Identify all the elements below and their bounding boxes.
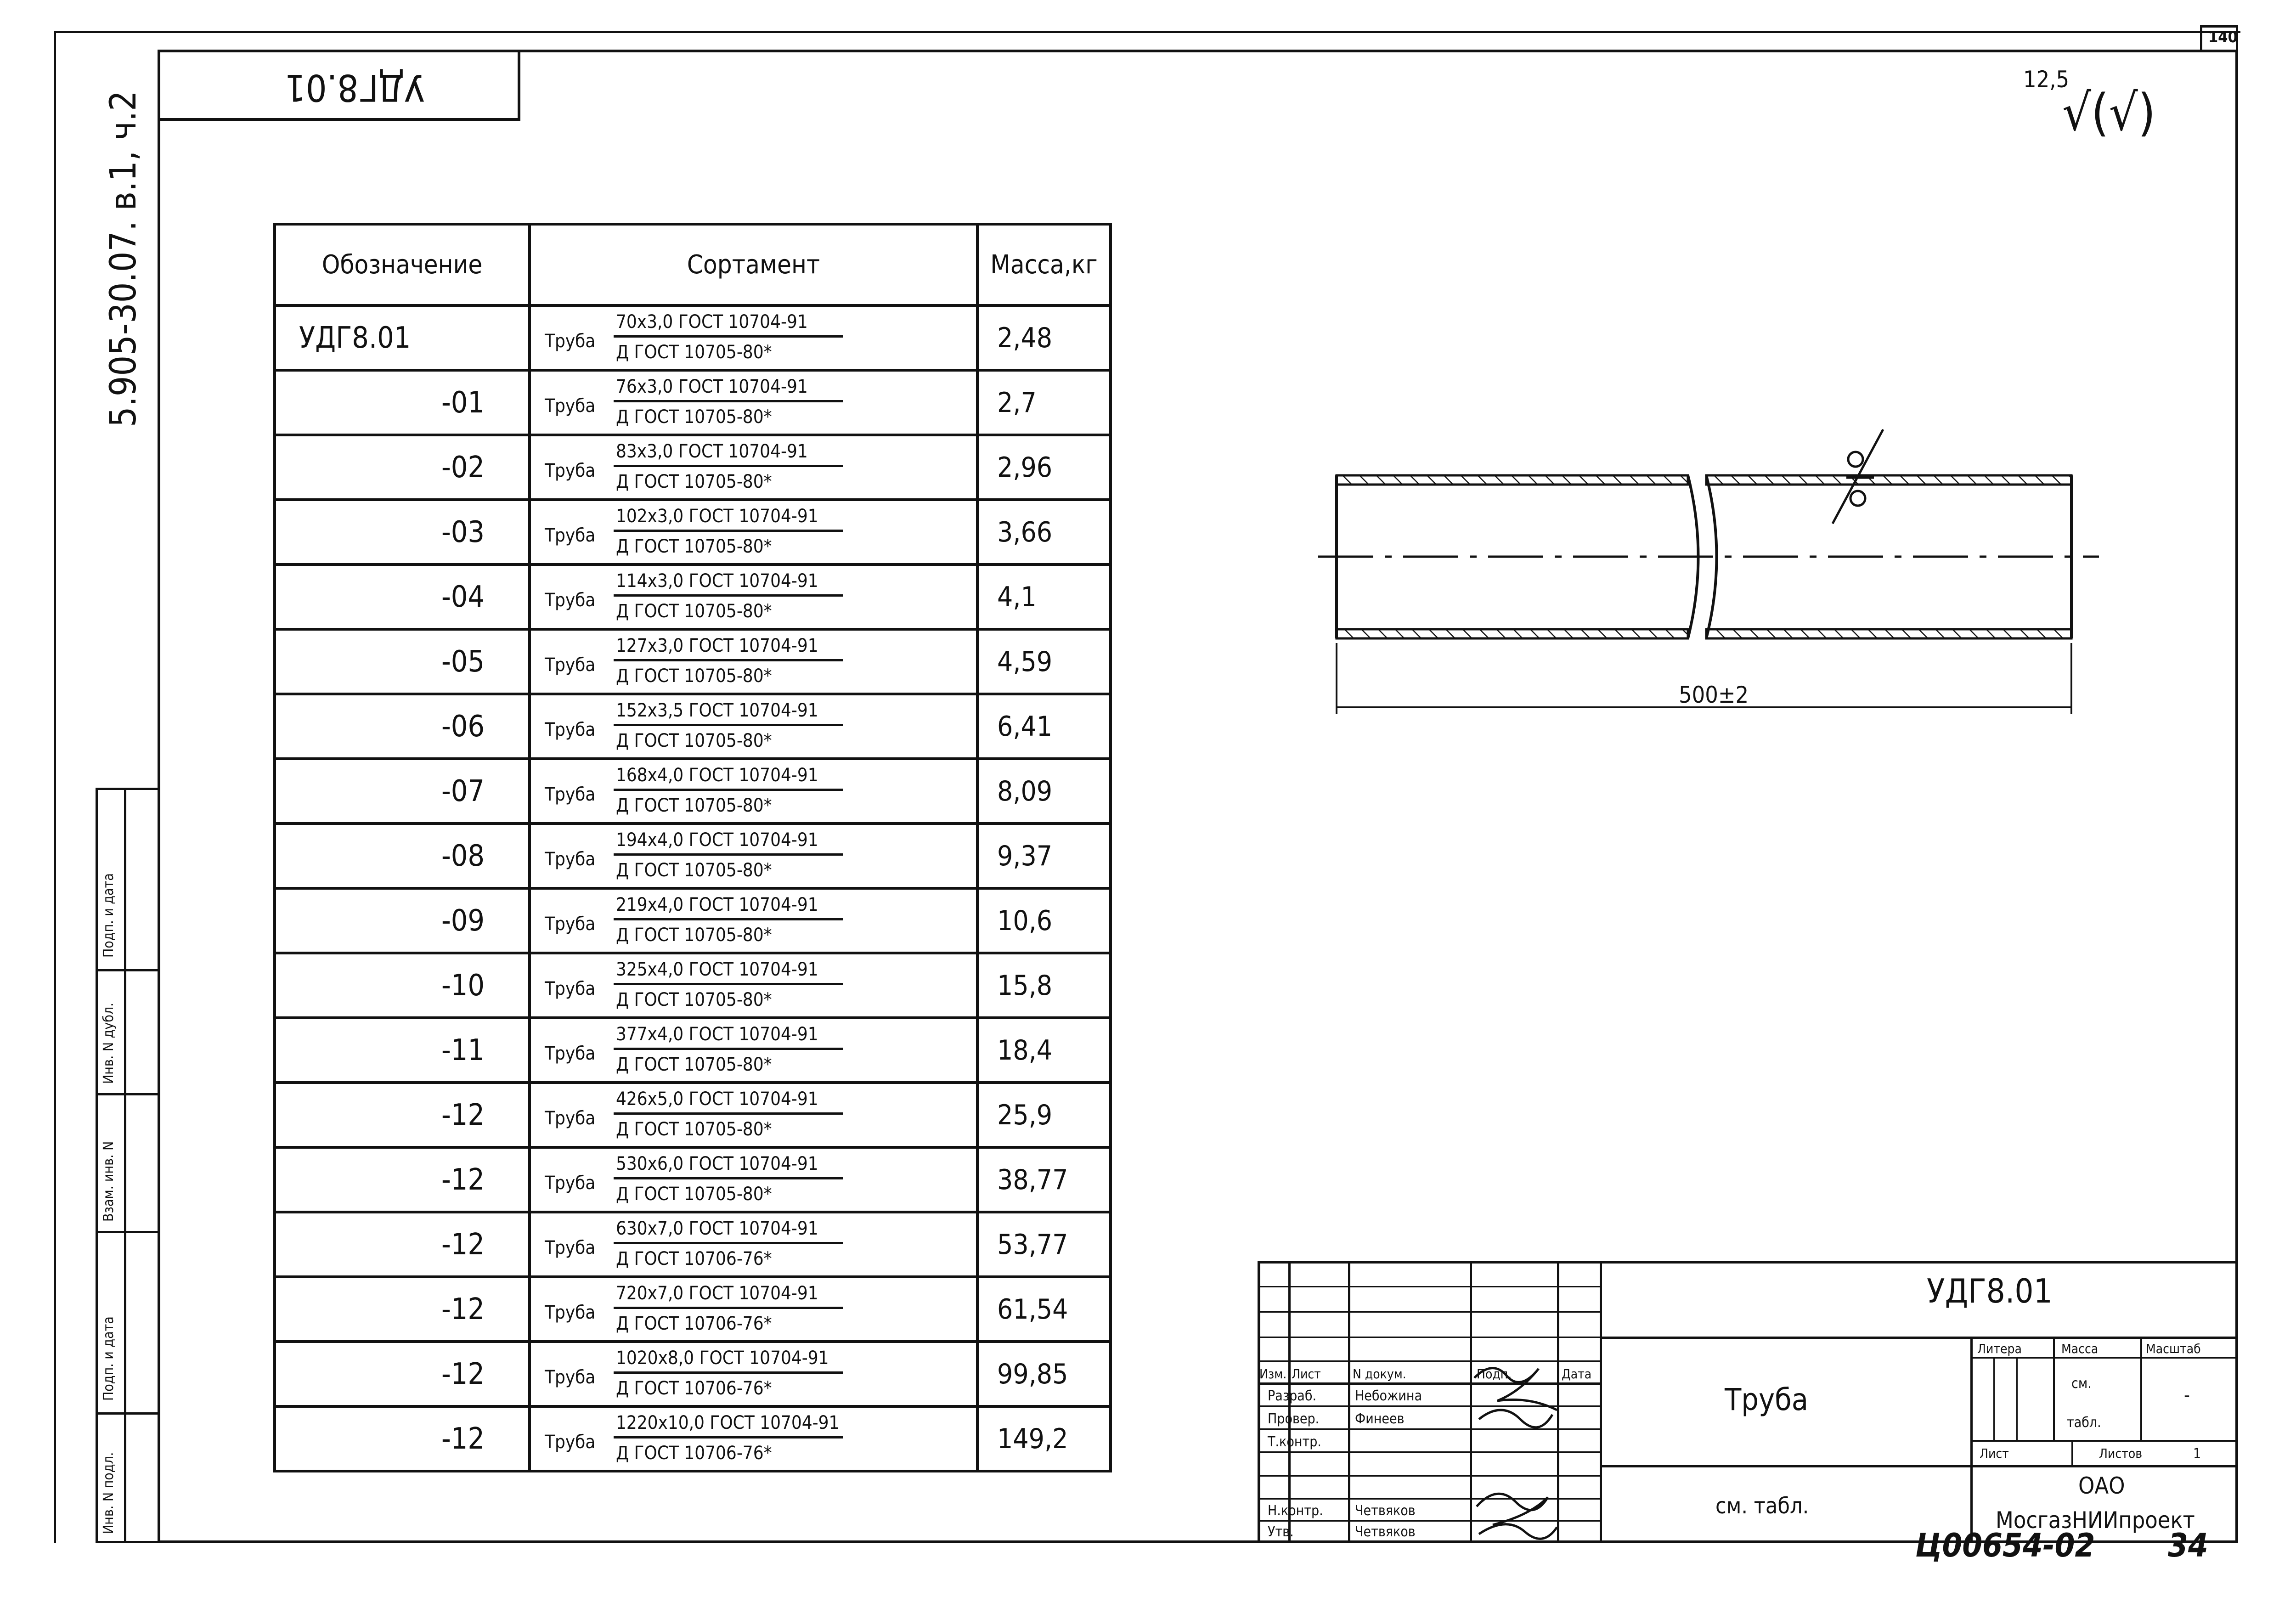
assortment-line-2: Д ГОСТ 10705-80* <box>616 601 772 622</box>
assortment-cell <box>530 1406 977 1471</box>
scale-value: - <box>2184 1385 2190 1406</box>
fraction-rule <box>614 659 843 661</box>
roughness-value: 12,5 <box>2023 66 2070 93</box>
assortment-line-2: Д ГОСТ 10706-76* <box>616 1378 772 1399</box>
pipe-word: Труба <box>545 1432 596 1453</box>
pipe-word: Труба <box>545 1108 596 1129</box>
designation-cell: -06 <box>275 694 530 759</box>
role-tech-control: Т.контр. <box>1268 1434 1321 1450</box>
pipe-word: Труба <box>545 1173 596 1194</box>
assortment-line-2: Д ГОСТ 10705-80* <box>616 1184 772 1205</box>
pipe-word: Труба <box>545 1237 596 1258</box>
assortment-cell <box>530 694 977 759</box>
designation-cell: УДГ8.01 <box>275 305 530 370</box>
assortment-line-1: 83х3,0 ГОСТ 10704-91 <box>616 441 808 462</box>
pipe-word: Труба <box>545 331 596 352</box>
assortment-line-1: 530х6,0 ГОСТ 10704-91 <box>616 1153 818 1174</box>
mass-value-2: табл. <box>2067 1415 2101 1431</box>
scale-label: Масштаб <box>2146 1341 2201 1356</box>
fraction-rule <box>614 724 843 726</box>
designation-cell: -12 <box>275 1212 530 1277</box>
name-approver: Четвяков <box>1355 1524 1416 1540</box>
assortment-line-1: 70х3,0 ГОСТ 10704-91 <box>616 311 808 333</box>
fraction-rule <box>614 918 843 920</box>
pipe-word: Труба <box>545 1367 596 1388</box>
pipe-word: Труба <box>545 590 596 611</box>
sheets-value: 1 <box>2193 1446 2201 1462</box>
table-row <box>275 1083 1111 1147</box>
table-row <box>275 564 1111 629</box>
mass-cell: 15,8 <box>977 953 1111 1018</box>
mass-cell: 9,37 <box>977 824 1111 888</box>
fraction-rule <box>614 1177 843 1179</box>
designation-cell: -08 <box>275 824 530 888</box>
pipe-word: Труба <box>545 1302 596 1323</box>
table-row <box>275 1147 1111 1212</box>
mass-cell: 2,48 <box>977 305 1111 370</box>
assortment-line-2: Д ГОСТ 10706-76* <box>616 1248 772 1269</box>
assortment-cell <box>530 305 977 370</box>
assortment-line-1: 76х3,0 ГОСТ 10704-91 <box>616 376 808 397</box>
table-row <box>275 1406 1111 1471</box>
table-row <box>275 824 1111 888</box>
designation-cell: -12 <box>275 1342 530 1406</box>
table-row <box>275 1018 1111 1083</box>
col-header-izm: Изм. <box>1259 1366 1287 1382</box>
mass-cell: 25,9 <box>977 1083 1111 1147</box>
assortment-line-2: Д ГОСТ 10705-80* <box>616 730 772 751</box>
outer-top-border <box>54 31 2240 33</box>
assortment-cell <box>530 824 977 888</box>
assortment-line-1: 1020х8,0 ГОСТ 10704-91 <box>616 1348 829 1369</box>
assortment-line-2: Д ГОСТ 10705-80* <box>616 471 772 492</box>
side-stamp-label: Подп. и дата <box>101 873 117 958</box>
assortment-line-1: 152х3,5 ГОСТ 10704-91 <box>616 700 818 721</box>
mass-label: Масса <box>2061 1341 2099 1356</box>
table-row <box>275 370 1111 435</box>
pipe-word: Труба <box>545 395 596 417</box>
role-approver: Утв. <box>1268 1524 1294 1540</box>
outer-left-border <box>54 32 56 1543</box>
fraction-rule <box>614 789 843 791</box>
table-row <box>275 1212 1111 1277</box>
name-norm-control: Четвяков <box>1355 1503 1416 1519</box>
side-stamp-label: Подп. и дата <box>101 1316 117 1401</box>
designation-cell: -04 <box>275 564 530 629</box>
assortment-line-2: Д ГОСТ 10705-80* <box>616 406 772 428</box>
col-header-sign: Подп. <box>1477 1366 1512 1382</box>
col-header-date: Дата <box>1562 1366 1592 1382</box>
mass-cell: 149,2 <box>977 1406 1111 1471</box>
assortment-line-2: Д ГОСТ 10705-80* <box>616 925 772 946</box>
name-checker: Финеев <box>1355 1411 1405 1427</box>
assortment-line-1: 426х5,0 ГОСТ 10704-91 <box>616 1089 818 1110</box>
pipe-word: Труба <box>545 719 596 740</box>
assortment-line-2: Д ГОСТ 10705-80* <box>616 989 772 1010</box>
title-code: УДГ8.01 <box>1927 1272 2053 1310</box>
assortment-cell <box>530 500 977 564</box>
fraction-rule <box>614 1048 843 1050</box>
assortment-cell <box>530 1342 977 1406</box>
fraction-rule <box>614 983 843 985</box>
table-row <box>275 629 1111 694</box>
assortment-line-1: 630х7,0 ГОСТ 10704-91 <box>616 1218 818 1239</box>
table-row <box>275 500 1111 564</box>
pipe-word: Труба <box>545 784 596 805</box>
fraction-rule <box>614 400 843 402</box>
sheets-label: Листов <box>2099 1446 2143 1461</box>
assortment-line-2: Д ГОСТ 10705-80* <box>616 860 772 881</box>
designation-cell: -01 <box>275 370 530 435</box>
fraction-rule <box>614 335 843 338</box>
mass-value-1: см. <box>2071 1376 2092 1392</box>
assortment-line-2: Д ГОСТ 10705-80* <box>616 1054 772 1075</box>
assortment-line-2: Д ГОСТ 10705-80* <box>616 342 772 363</box>
header-designation: Обозначение <box>275 224 530 305</box>
handwritten-code: Ц00654-02 <box>1915 1527 2095 1564</box>
assortment-cell <box>530 888 977 953</box>
header-assortment: Сортамент <box>530 224 977 305</box>
table-row <box>275 305 1111 370</box>
assortment-line-1: 194х4,0 ГОСТ 10704-91 <box>616 829 818 851</box>
fraction-rule <box>614 1307 843 1309</box>
pipe-word: Труба <box>545 1043 596 1064</box>
assortment-cell <box>530 1083 977 1147</box>
assortment-cell <box>530 759 977 824</box>
fraction-rule <box>614 465 843 467</box>
assortment-line-1: 1220х10,0 ГОСТ 10704-91 <box>616 1412 840 1433</box>
assortment-cell <box>530 953 977 1018</box>
assortment-line-2: Д ГОСТ 10706-76* <box>616 1313 772 1334</box>
sheet-label: Лист <box>1980 1446 2009 1461</box>
org-line-2: МосгазНИИпроект <box>1996 1507 2195 1534</box>
role-norm-control: Н.контр. <box>1268 1503 1323 1519</box>
designation-cell: -03 <box>275 500 530 564</box>
assortment-cell <box>530 435 977 500</box>
fraction-rule <box>614 1371 843 1374</box>
assortment-cell <box>530 370 977 435</box>
col-header-list: Лист <box>1292 1366 1321 1382</box>
fraction-rule <box>614 1242 843 1244</box>
mass-cell: 18,4 <box>977 1018 1111 1083</box>
mass-cell: 53,77 <box>977 1212 1111 1277</box>
roughness-symbol: √(√) <box>2062 83 2156 142</box>
pipe-word: Труба <box>545 654 596 676</box>
title-name: Труба <box>1725 1382 1809 1417</box>
designation-cell: -11 <box>275 1018 530 1083</box>
litera-label: Литера <box>1977 1341 2022 1356</box>
assortment-line-1: 720х7,0 ГОСТ 10704-91 <box>616 1283 818 1304</box>
assortment-cell <box>530 629 977 694</box>
designation-cell: -05 <box>275 629 530 694</box>
mass-cell: 6,41 <box>977 694 1111 759</box>
fraction-rule <box>614 1112 843 1115</box>
designation-cell: -10 <box>275 953 530 1018</box>
designation-cell: -09 <box>275 888 530 953</box>
assortment-line-1: 168х4,0 ГОСТ 10704-91 <box>616 765 818 786</box>
table-row <box>275 1277 1111 1342</box>
assortment-line-2: Д ГОСТ 10705-80* <box>616 536 772 557</box>
designation-cell: -02 <box>275 435 530 500</box>
mass-cell: 10,6 <box>977 888 1111 953</box>
assortment-line-1: 377х4,0 ГОСТ 10704-91 <box>616 1024 818 1045</box>
side-stamp-divider <box>124 788 126 1543</box>
assortment-cell <box>530 1147 977 1212</box>
assortment-line-1: 219х4,0 ГОСТ 10704-91 <box>616 894 818 915</box>
assortment-line-1: 127х3,0 ГОСТ 10704-91 <box>616 635 818 656</box>
side-stamp-label: Взам. инв. N <box>101 1141 117 1222</box>
name-developer: Небожина <box>1355 1388 1422 1404</box>
table-row <box>275 953 1111 1018</box>
assortment-cell <box>530 564 977 629</box>
pipe-word: Труба <box>545 914 596 935</box>
mass-cell: 4,59 <box>977 629 1111 694</box>
designation-cell: -12 <box>275 1083 530 1147</box>
side-code: 5.905-30.07. в.1, ч.2 <box>103 90 144 427</box>
pipe-word: Труба <box>545 849 596 870</box>
assortment-cell <box>530 1277 977 1342</box>
role-checker: Провер. <box>1268 1411 1320 1427</box>
header-mass: Масса,кг <box>977 224 1111 305</box>
assortment-line-2: Д ГОСТ 10705-80* <box>616 795 772 816</box>
side-stamp-label: Инв. N дубл. <box>101 1003 117 1084</box>
mass-cell: 3,66 <box>977 500 1111 564</box>
designation-cell: -12 <box>275 1406 530 1471</box>
col-header-doc: N докум. <box>1353 1366 1406 1382</box>
org-line-1: ОАО <box>2078 1472 2125 1499</box>
role-developer: Разраб. <box>1268 1388 1317 1404</box>
assortment-line-1: 102х3,0 ГОСТ 10704-91 <box>616 506 818 527</box>
table-row <box>275 759 1111 824</box>
assortment-line-2: Д ГОСТ 10705-80* <box>616 666 772 687</box>
mass-cell: 4,1 <box>977 564 1111 629</box>
fraction-rule <box>614 594 843 597</box>
title-material: см. табл. <box>1715 1493 1809 1519</box>
sheet-number: 140 <box>2208 28 2238 46</box>
specification-table <box>273 223 1112 1472</box>
mirror-stamp: УДГ8.01 <box>285 66 425 109</box>
handwritten-page: 34 <box>2168 1527 2208 1564</box>
fraction-rule <box>614 853 843 856</box>
assortment-cell <box>530 1212 977 1277</box>
dimension-label: 500±2 <box>1679 682 1749 708</box>
side-stamp-label: Инв. N подл. <box>101 1452 117 1534</box>
designation-cell: -07 <box>275 759 530 824</box>
assortment-line-2: Д ГОСТ 10706-76* <box>616 1443 772 1464</box>
designation-cell: -12 <box>275 1147 530 1212</box>
pipe-word: Труба <box>545 978 596 999</box>
table-row <box>275 1342 1111 1406</box>
table-row <box>275 694 1111 759</box>
assortment-line-1: 114х3,0 ГОСТ 10704-91 <box>616 570 818 592</box>
assortment-cell <box>530 1018 977 1083</box>
mass-cell: 8,09 <box>977 759 1111 824</box>
pipe-word: Труба <box>545 525 596 546</box>
table-row <box>275 888 1111 953</box>
mass-cell: 61,54 <box>977 1277 1111 1342</box>
mass-cell: 38,77 <box>977 1147 1111 1212</box>
assortment-line-1: 325х4,0 ГОСТ 10704-91 <box>616 959 818 980</box>
mass-cell: 2,96 <box>977 435 1111 500</box>
fraction-rule <box>614 530 843 532</box>
signatures <box>1465 1350 1566 1543</box>
assortment-line-2: Д ГОСТ 10705-80* <box>616 1119 772 1140</box>
mass-cell: 99,85 <box>977 1342 1111 1406</box>
pipe-word: Труба <box>545 460 596 481</box>
fraction-rule <box>614 1436 843 1438</box>
designation-cell: -12 <box>275 1277 530 1342</box>
table-header-row <box>275 224 1111 305</box>
table-row <box>275 435 1111 500</box>
mass-cell: 2,7 <box>977 370 1111 435</box>
